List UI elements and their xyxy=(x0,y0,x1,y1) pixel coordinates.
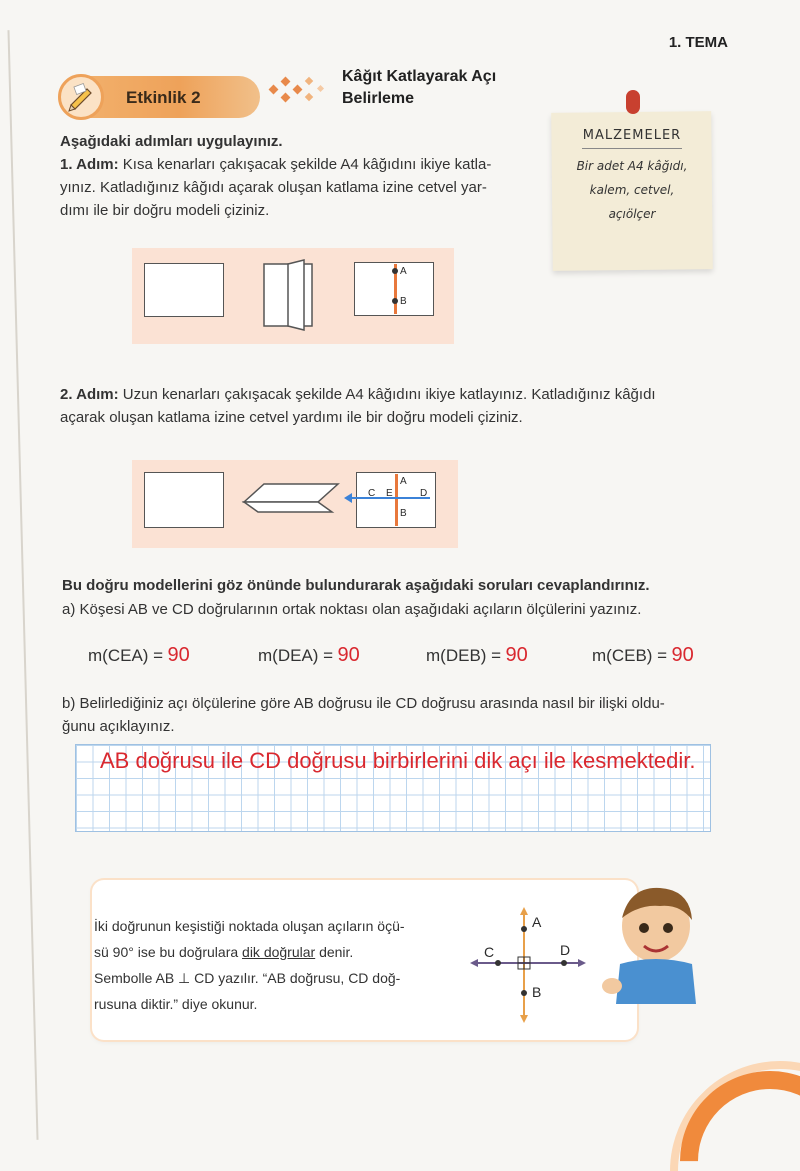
step2-text xyxy=(60,383,750,429)
page-margin-line xyxy=(7,30,38,1140)
point-B xyxy=(392,298,398,304)
materials-list xyxy=(552,154,712,226)
diamond-pattern-icon xyxy=(262,72,332,112)
diagram-label-D: D xyxy=(560,942,571,958)
measure-CEA xyxy=(88,644,190,667)
perpendicular-diagram xyxy=(468,905,588,1025)
step2-line1: Uzun kenarları çakışacak şekilde A4 kâğıdını ikiye katlayınız. Katladığınız kâğıdı xyxy=(122,386,656,403)
materials-line2: kalem, cetvel, xyxy=(589,183,675,197)
paper-flat xyxy=(144,263,224,317)
label-A: A xyxy=(400,266,407,277)
activity-title xyxy=(342,66,496,110)
pencil-icon xyxy=(61,77,101,117)
question-b-line2: ğunu açıklayınız. xyxy=(62,718,175,735)
measure-CEB-answer: 90 xyxy=(671,644,694,666)
info-line2: sü 90° ise bu doğrulara dik doğrular denir. xyxy=(94,944,354,960)
step1-line1: Kısa kenarları çakışacak şekilde A4 kâğıdını ikiye katla- xyxy=(122,156,492,173)
pin-icon xyxy=(626,90,640,114)
step1-line2: yınız. Katladığınız kâğıdı açarak oluşan katlama izine cetvel yar- xyxy=(60,179,487,196)
decorative-arc xyxy=(643,1034,800,1171)
theme-label: 1. TEMA xyxy=(668,34,728,51)
info-line4: rusuna diktir.” diye okunur. xyxy=(94,996,258,1012)
activity-icon xyxy=(58,74,104,120)
label2-D: D xyxy=(420,488,428,499)
measure-DEB xyxy=(426,644,528,667)
materials-title-underline xyxy=(582,148,682,149)
info-text xyxy=(94,913,405,1017)
fold-line-AB-2 xyxy=(395,474,398,526)
question-b xyxy=(62,692,742,738)
label2-E: E xyxy=(386,488,393,499)
arrow-left-icon xyxy=(344,493,352,503)
paper2-flat xyxy=(144,472,224,528)
measure-DEB-expr: m(DEB) = xyxy=(426,646,502,665)
label2-B: B xyxy=(400,508,407,519)
question-a: a) Köşesi AB ve CD doğrularının ortak noktası olan aşağıdaki açıların ölçülerini yazınız. xyxy=(62,601,642,618)
measure-CEA-answer: 90 xyxy=(167,644,190,666)
paper-folded-icon xyxy=(258,258,318,336)
boy-mascot-icon xyxy=(600,876,710,1006)
info-line3: Sembolle AB ⊥ CD yazılır. “AB doğrusu, CD doğ- xyxy=(94,970,401,986)
measure-DEA-answer: 90 xyxy=(337,644,360,666)
point-A xyxy=(392,268,398,274)
measure-CEB xyxy=(592,644,694,667)
answer-b-text: AB doğrusu ile CD doğrusu birbirlerini dik açı ile kesmektedir. xyxy=(100,748,696,773)
step1-line3: dımı ile bir doğru modeli çiziniz. xyxy=(60,202,270,219)
measure-DEB-answer: 90 xyxy=(505,644,528,666)
step1-text xyxy=(60,153,540,222)
question-b-line1: b) Belirlediğiniz açı ölçülerine göre AB doğrusu ile CD doğrusu arasında nasıl bir ilişki oldu- xyxy=(62,695,665,712)
step2-line2: açarak oluşan katlama izine cetvel yardımı ile bir doğru modeli çiziniz. xyxy=(60,409,523,426)
paper2-folded-icon xyxy=(240,470,340,520)
measure-DEA-expr: m(DEA) = xyxy=(258,646,334,665)
step2-label: 2. Adım: xyxy=(60,386,119,403)
label2-C: C xyxy=(368,488,376,499)
materials-line1: Bir adet A4 kâğıdı, xyxy=(576,159,688,173)
diagram-label-C: C xyxy=(484,944,495,960)
questions-intro: Bu doğru modellerini göz önünde bulundurarak aşağıdaki soruları cevaplandırınız. xyxy=(62,577,650,594)
diagram-label-B: B xyxy=(532,984,542,1000)
activity-title-line2: Belirleme xyxy=(342,90,415,107)
instructions-heading: Aşağıdaki adımları uygulayınız. xyxy=(60,133,283,150)
measure-DEA xyxy=(258,644,360,667)
materials-line3: açıölçer xyxy=(608,207,656,221)
measure-CEB-expr: m(CEB) = xyxy=(592,646,668,665)
step1-label: 1. Adım: xyxy=(60,156,119,173)
measure-CEA-expr: m(CEA) = xyxy=(88,646,164,665)
activity-title-line1: Kâğıt Katlayarak Açı xyxy=(342,68,497,85)
label-B: B xyxy=(400,296,407,307)
materials-title: MALZEMELER xyxy=(582,128,682,143)
dik-dogrular-term: dik doğrular xyxy=(242,944,316,960)
activity-label: Etkinlik 2 xyxy=(126,88,201,107)
label2-A: A xyxy=(400,476,407,487)
info-line1: İki doğrunun keşistiği noktada oluşan açıların öçü- xyxy=(94,918,405,934)
diagram-label-A: A xyxy=(532,914,542,930)
